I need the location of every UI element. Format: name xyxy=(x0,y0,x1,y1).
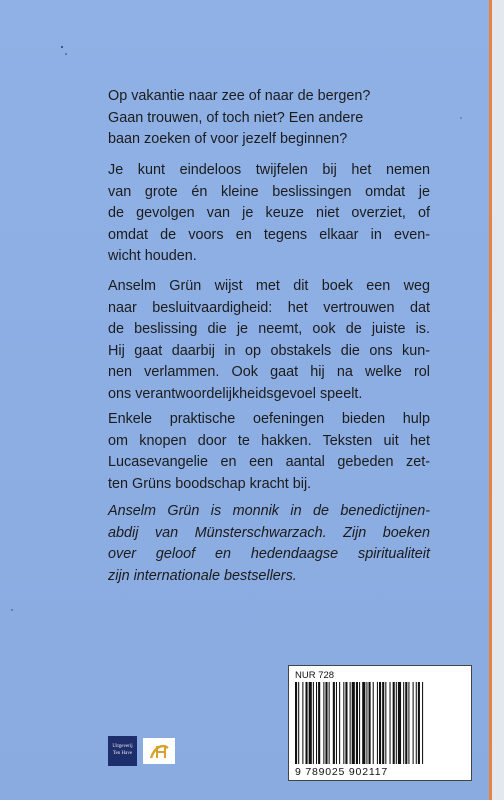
barcode-bar xyxy=(350,682,351,764)
barcode-bar xyxy=(339,682,340,764)
blurb-paragraph-4 xyxy=(108,409,430,495)
barcode-bar xyxy=(366,682,367,764)
barcode-bar xyxy=(333,682,335,764)
barcode-bar xyxy=(390,682,391,764)
barcode-bar xyxy=(413,682,414,764)
blurb-line: de beslissing die je neemt, ook de juiste is. xyxy=(108,321,430,337)
barcode-bar xyxy=(405,682,407,764)
barcode-bar xyxy=(418,682,420,764)
blurb-line: de gevolgen van je keuze niet overziet, of xyxy=(108,205,430,221)
bio-line: abdij van Münsterschwarzach. Zijn boeken xyxy=(108,524,430,541)
barcode-bar xyxy=(309,682,312,764)
nur-code: NUR 728 xyxy=(295,670,335,681)
barcode-bar xyxy=(306,682,308,764)
bio-line: over geloof en hedendaagse spiritualiteit xyxy=(108,546,430,562)
barcode-bar xyxy=(385,682,386,764)
bio-line: Anselm Grün is monnik in de benedictijnen- xyxy=(108,503,430,519)
blurb-line: van grote én kleine beslissingen omdat je xyxy=(108,183,430,200)
blurb-line: ons verantwoordelijkheidsgevoel speelt. xyxy=(108,385,363,402)
barcode-bar xyxy=(393,682,395,764)
publisher-logo-line2: Ten Have xyxy=(112,751,133,756)
publisher-mark-icon xyxy=(143,738,175,764)
blurb-line: ten Grüns boodschap kracht bij. xyxy=(108,475,312,492)
bio-line: zijn internationale bestsellers. xyxy=(108,567,297,584)
barcode-bar xyxy=(408,682,409,764)
barcode-bar xyxy=(345,682,347,764)
barcode-bar xyxy=(359,682,360,764)
barcode-bar xyxy=(298,682,299,764)
barcode-bar xyxy=(369,682,371,764)
barcode-bar xyxy=(318,682,320,764)
publisher-logo xyxy=(108,736,137,766)
blurb-paragraph-2 xyxy=(108,160,430,268)
barcode-bar xyxy=(352,682,355,764)
blurb-line: baan zoeken of voor jezelf beginnen? xyxy=(108,131,348,147)
blurb-line: Je kunt eindeloos twijfelen bij het nemen xyxy=(108,162,430,178)
blurb-paragraph-3 xyxy=(108,276,430,405)
blurb-line: Anselm Grün wijst met dit boek een weg xyxy=(108,278,430,294)
barcode-bar xyxy=(396,682,397,764)
barcode-bar xyxy=(403,682,404,764)
barcode-bar xyxy=(343,682,344,764)
blurb-line: om knopen door te hakken. Teksten uit het xyxy=(108,432,430,449)
barcode-bar xyxy=(302,682,303,764)
blurb-line: Gaan trouwen, of toch niet? Een andere xyxy=(108,109,364,126)
barcode-bar xyxy=(336,682,337,764)
barcode-bar xyxy=(323,682,324,764)
barcode-bar xyxy=(313,682,314,764)
barcode-bar xyxy=(379,682,381,764)
barcode-bar xyxy=(362,682,365,764)
blurb-paragraph-1 xyxy=(108,86,430,151)
blurb-line: Enkele praktische oefeningen bieden hulp xyxy=(108,411,430,427)
barcode-bar xyxy=(398,682,401,764)
barcode-bar xyxy=(329,682,330,764)
publisher-logo-line1: Uitgeverij xyxy=(112,744,133,749)
barcode-bar xyxy=(377,682,378,764)
barcode-bar xyxy=(316,682,317,764)
barcode-bar xyxy=(325,682,327,764)
barcode-bar xyxy=(295,682,297,764)
barcode-bar xyxy=(422,682,423,764)
blurb-line: omdat de voors en tegens elkaar in even- xyxy=(108,226,430,243)
isbn-number: 9 789025 902117 xyxy=(295,766,388,778)
barcode-bar xyxy=(356,682,358,764)
author-bio xyxy=(108,501,430,587)
blurb-line: Op vakantie naar zee of naar de bergen? xyxy=(108,88,371,104)
barcode-bar xyxy=(416,682,417,764)
barcode-icon xyxy=(295,682,467,764)
barcode-label xyxy=(288,665,472,781)
blurb-line: naar besluitvaardigheid: het vertrouwen dat xyxy=(108,299,430,316)
blurb-line: Hij gaat daarbij in op obstakels die ons kun- xyxy=(108,342,430,359)
barcode-bar xyxy=(373,682,374,764)
blurb-line: nen verlammen. Ook gaat hij na welke rol xyxy=(108,364,430,380)
blurb-line: wicht houden. xyxy=(108,248,197,264)
blurb-line: Lucasevangelie en een aantal gebeden zet- xyxy=(108,454,430,470)
barcode-bar xyxy=(382,682,384,764)
